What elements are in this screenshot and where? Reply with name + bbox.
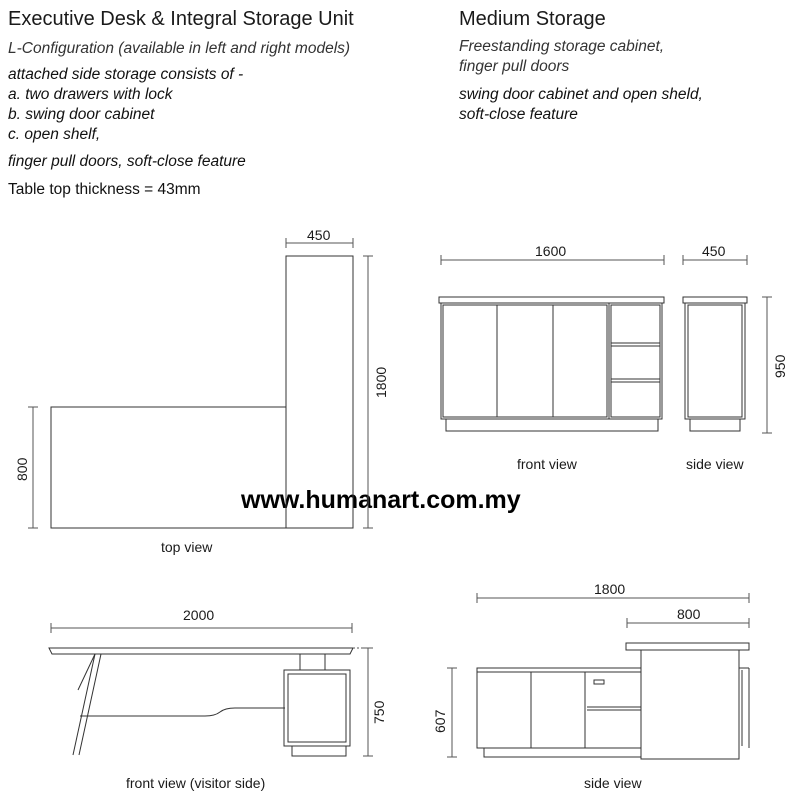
dim-desk-750: [353, 648, 373, 756]
storage-line-2: soft-close feature: [459, 106, 578, 123]
desk-line-3: b. swing door cabinet: [8, 106, 155, 123]
desk-line-5: finger pull doors, soft-close feature: [8, 153, 246, 170]
top-view-drawing: [51, 256, 353, 528]
label-storage-side-450: 450: [702, 243, 726, 259]
storage-side-drawing: [683, 297, 747, 431]
desk-front-drawing: [49, 648, 353, 756]
dim-storage-950: [762, 297, 772, 433]
desk-side-drawing: [477, 643, 749, 759]
label-desk-750: 750: [371, 700, 387, 724]
desk-subtitle: L-Configuration (available in left and right models): [8, 40, 351, 57]
desk-thickness: Table top thickness = 43mm: [8, 181, 201, 198]
return-top-outline: [286, 256, 353, 528]
label-storage-1600: 1600: [535, 243, 567, 259]
storage-subtitle-2: finger pull doors: [459, 58, 570, 75]
desk-title: Executive Desk & Integral Storage Unit: [8, 8, 354, 30]
caption-desk-front: front view (visitor side): [126, 775, 266, 791]
desk-top-outline: [51, 407, 286, 528]
dim-side-607: [447, 668, 457, 757]
desk-line-2: a. two drawers with lock: [8, 86, 173, 103]
dim-top-1800: [363, 256, 373, 528]
dim-desk-2000: [51, 623, 352, 633]
caption-storage-front: front view: [517, 456, 577, 472]
label-desk-2000: 2000: [183, 607, 215, 623]
label-side-800: 800: [677, 606, 701, 622]
label-top-450: 450: [307, 227, 331, 243]
desk-line-1: attached side storage consists of -: [8, 66, 244, 83]
storage-subtitle-1: Freestanding storage cabinet,: [459, 38, 665, 55]
caption-storage-side: side view: [686, 456, 744, 472]
caption-desk-side: side view: [584, 775, 642, 791]
label-top-1800: 1800: [373, 366, 389, 398]
storage-line-1: swing door cabinet and open sheld,: [459, 86, 703, 103]
label-side-1800: 1800: [594, 581, 626, 597]
desk-line-4: c. open shelf,: [8, 126, 101, 143]
website-url: www.humanart.com.my: [241, 486, 521, 514]
storage-title: Medium Storage: [459, 8, 606, 30]
label-side-607: 607: [432, 709, 448, 733]
storage-front-drawing: [439, 297, 664, 431]
label-top-800: 800: [14, 457, 30, 481]
caption-top-view: top view: [161, 539, 213, 555]
label-storage-950: 950: [772, 354, 788, 378]
